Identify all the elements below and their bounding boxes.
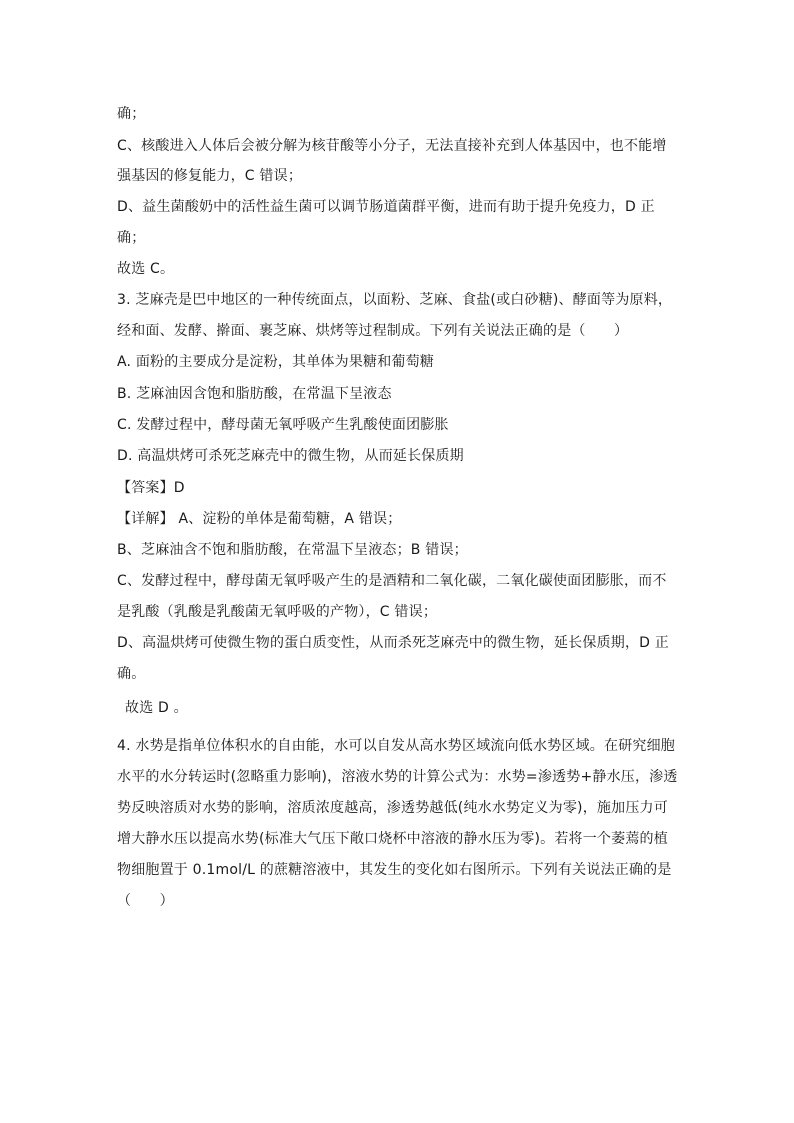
explanation-line: 是乳酸（乳酸是乳酸菌无氧呼吸的产物），C 错误； bbox=[117, 604, 438, 620]
text-line: 确； bbox=[117, 230, 146, 246]
answer-choice-line: 故选 D 。 bbox=[125, 700, 188, 716]
text-line: 故选 C。 bbox=[117, 261, 175, 277]
option-b: B. 芝麻油因含饱和脂肪酸，在常温下呈液态 bbox=[117, 386, 392, 402]
explanation-line: C、发酵过程中，酵母菌无氧呼吸产生的是酒精和二氧化碳，二氧化碳使面团膨胀，而不 bbox=[117, 573, 667, 589]
question-4-stem: 水平的水分转运时(忽略重力影响)，溶液水势的计算公式为：水势=渗透势+静水压，渗透 bbox=[117, 769, 678, 785]
question-4-stem: （ ） bbox=[117, 893, 174, 909]
answer-line: 【答案】D bbox=[117, 480, 185, 496]
option-d: D. 高温烘烤可杀死芝麻壳中的微生物，从而延长保质期 bbox=[117, 448, 464, 464]
option-a: A. 面粉的主要成分是淀粉，其单体为果糖和葡萄糖 bbox=[117, 354, 435, 370]
question-4-stem: 4. 水势是指单位体积水的自由能，水可以自发从高水势区域流向低水势区域。在研究细胞 bbox=[117, 738, 676, 754]
text-line: 强基因的修复能力，C 错误； bbox=[117, 168, 303, 184]
question-4-stem: 势反映溶质对水势的影响，溶质浓度越高，渗透势越低(纯水水势定义为零)，施加压力可 bbox=[117, 800, 668, 816]
question-4-stem: 物细胞置于 0.1mol/L 的蔗糖溶液中，其发生的变化如右图所示。下列有关说法正确的是 bbox=[117, 862, 672, 878]
text-line: D、益生菌酸奶中的活性益生菌可以调节肠道菌群平衡，进而有助于提升免疫力，D 正 bbox=[117, 199, 655, 215]
explanation-line: 确。 bbox=[117, 666, 146, 682]
explanation-line: D、高温烘烤可使微生物的蛋白质变性，从而杀死芝麻壳中的微生物，延长保质期，D 正 bbox=[117, 635, 670, 651]
text-line: 确； bbox=[117, 106, 146, 122]
option-c: C. 发酵过程中，酵母菌无氧呼吸产生乳酸使面团膨胀 bbox=[117, 417, 449, 433]
question-3-stem: 3. 芝麻壳是巴中地区的一种传统面点，以面粉、芝麻、食盐(或白砂糖)、酵面等为原料， bbox=[117, 292, 673, 308]
question-4-stem: 增大静水压以提高水势(标准大气压下敞口烧杯中溶液的静水压为零)。若将一个萎蔫的植 bbox=[117, 831, 668, 847]
explanation-line: 【详解】 A、淀粉的单体是葡萄糖，A 错误； bbox=[117, 511, 402, 527]
text-line: C、核酸进入人体后会被分解为核苷酸等小分子，无法直接补充到人体基因中，也不能增 bbox=[117, 138, 667, 154]
explanation-line: B、芝麻油含不饱和脂肪酸，在常温下呈液态；B 错误； bbox=[117, 542, 468, 558]
question-3-stem: 经和面、发酵、擀面、裹芝麻、烘烤等过程制成。下列有关说法正确的是（ ） bbox=[117, 323, 629, 339]
